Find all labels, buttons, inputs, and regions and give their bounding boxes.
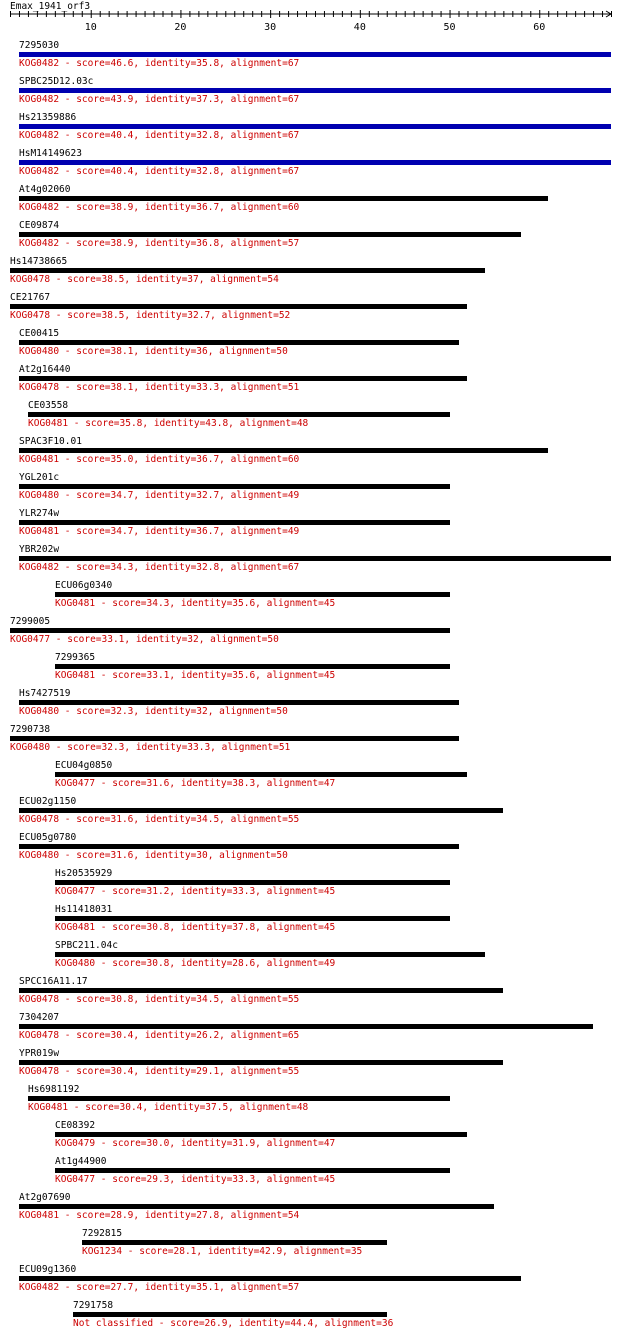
hit-alignment-bar[interactable] [19,484,450,489]
hit-name[interactable]: Hs6981192 [28,1084,80,1095]
hit-name[interactable]: Hs7427519 [19,688,71,699]
position-axis [0,0,620,36]
axis-tick-label: 60 [533,22,546,33]
hit-alignment-bar[interactable] [55,1168,450,1173]
hit-description: KOG0480 - score=31.6, identity=30, alignment=50 [19,850,288,861]
hit-alignment-bar[interactable] [55,916,450,921]
hit-alignment-bar[interactable] [19,808,503,813]
hit-alignment-bar[interactable] [55,664,450,669]
hit-description: KOG0482 - score=27.7, identity=35.1, alignment=57 [19,1282,300,1293]
axis-tick-label: 20 [174,22,187,33]
hit-alignment-bar[interactable] [55,880,450,885]
hit-name[interactable]: Hs20535929 [55,868,113,879]
hit-name[interactable]: 7304207 [19,1012,60,1023]
hit-name[interactable]: SPCC16A11.17 [19,976,88,987]
hit-description: KOG0481 - score=28.9, identity=27.8, alignment=54 [19,1210,300,1221]
hit-name[interactable]: ECU06g0340 [55,580,113,591]
hit-name[interactable]: YGL201c [19,472,60,483]
hit-description: KOG0480 - score=30.8, identity=28.6, alignment=49 [55,958,336,969]
hit-name[interactable]: CE09874 [19,220,60,231]
hit-alignment-bar[interactable] [19,1060,503,1065]
hit-alignment-bar[interactable] [19,448,548,453]
hit-name[interactable]: YPR019w [19,1048,60,1059]
hit-description: KOG0481 - score=35.8, identity=43.8, alignment=48 [28,418,309,429]
hit-description: Not classified - score=26.9, identity=44.4, alignment=36 [73,1318,394,1329]
hit-description: KOG0478 - score=31.6, identity=34.5, alignment=55 [19,814,300,825]
hit-alignment-bar[interactable] [55,1132,467,1137]
hit-description: KOG0482 - score=40.4, identity=32.8, alignment=67 [19,130,300,141]
hit-name[interactable]: Hs11418031 [55,904,113,915]
hit-name[interactable]: ECU05g0780 [19,832,77,843]
hit-description: KOG0477 - score=31.6, identity=38.3, alignment=47 [55,778,336,789]
hit-description: KOG0480 - score=38.1, identity=36, alignment=50 [19,346,288,357]
hit-alignment-bar[interactable] [19,124,611,129]
hit-name[interactable]: SPBC211.04c [55,940,118,951]
axis-tick-label: 50 [443,22,456,33]
hit-alignment-bar[interactable] [19,52,611,57]
hit-alignment-bar[interactable] [28,1096,450,1101]
hit-name[interactable]: Hs14738665 [10,256,68,267]
hit-name[interactable]: HsM14149623 [19,148,82,159]
hit-alignment-bar[interactable] [19,232,521,237]
hit-description: KOG0479 - score=30.0, identity=31.9, alignment=47 [55,1138,336,1149]
hit-description: KOG0482 - score=38.9, identity=36.8, alignment=57 [19,238,300,249]
hit-description: KOG0477 - score=31.2, identity=33.3, alignment=45 [55,886,336,897]
hit-name[interactable]: ECU09g1360 [19,1264,77,1275]
hit-name[interactable]: SPBC25D12.03c [19,76,94,87]
hit-name[interactable]: YBR202w [19,544,60,555]
hit-description: KOG0478 - score=30.4, identity=29.1, alignment=55 [19,1066,300,1077]
hit-name[interactable]: At2g07690 [19,1192,71,1203]
hit-description: KOG0481 - score=30.8, identity=37.8, alignment=45 [55,922,336,933]
hit-description: KOG0482 - score=46.6, identity=35.8, alignment=67 [19,58,300,69]
hit-name[interactable]: 7290738 [10,724,51,735]
hit-alignment-bar[interactable] [19,1024,593,1029]
hit-description: KOG0478 - score=38.5, identity=37, alignment=54 [10,274,279,285]
hit-alignment-bar[interactable] [19,988,503,993]
hit-name[interactable]: 7291758 [73,1300,114,1311]
hit-alignment-bar[interactable] [19,376,467,381]
hit-alignment-bar[interactable] [55,772,467,777]
hit-name[interactable]: At4g02060 [19,184,71,195]
hit-description: KOG1234 - score=28.1, identity=42.9, alignment=35 [82,1246,363,1257]
hit-alignment-bar[interactable] [19,520,450,525]
hit-description: KOG0478 - score=38.1, identity=33.3, alignment=51 [19,382,300,393]
hit-alignment-bar[interactable] [55,952,485,957]
hit-description: KOG0480 - score=32.3, identity=32, alignment=50 [19,706,288,717]
hit-name[interactable]: CE03558 [28,400,69,411]
hit-alignment-bar[interactable] [55,592,450,597]
axis-tick-label: 40 [353,22,366,33]
hit-name[interactable]: 7299005 [10,616,51,627]
hit-description: KOG0482 - score=34.3, identity=32.8, alignment=67 [19,562,300,573]
hit-alignment-bar[interactable] [19,340,459,345]
hit-alignment-bar[interactable] [82,1240,387,1245]
hit-name[interactable]: YLR274w [19,508,60,519]
hit-name[interactable]: 7292815 [82,1228,123,1239]
hit-name[interactable]: 7299365 [55,652,96,663]
hit-description: KOG0480 - score=32.3, identity=33.3, alignment=51 [10,742,291,753]
hit-alignment-bar[interactable] [19,160,611,165]
hit-alignment-bar[interactable] [19,700,459,705]
hit-alignment-bar[interactable] [19,556,611,561]
hit-description: KOG0478 - score=30.8, identity=34.5, alignment=55 [19,994,300,1005]
hit-alignment-bar[interactable] [19,88,611,93]
hit-alignment-bar[interactable] [10,628,450,633]
hit-description: KOG0477 - score=33.1, identity=32, alignment=50 [10,634,279,645]
hit-description: KOG0480 - score=34.7, identity=32.7, alignment=49 [19,490,300,501]
hit-alignment-bar[interactable] [10,304,467,309]
hit-alignment-bar[interactable] [19,1204,494,1209]
hit-description: KOG0481 - score=34.3, identity=35.6, alignment=45 [55,598,336,609]
hit-description: KOG0481 - score=30.4, identity=37.5, alignment=48 [28,1102,309,1113]
hit-alignment-bar[interactable] [19,844,459,849]
hit-name[interactable]: At1g44900 [55,1156,107,1167]
hit-name[interactable]: CE08392 [55,1120,96,1131]
hit-name[interactable]: 7295030 [19,40,60,51]
hit-name[interactable]: ECU02g1150 [19,796,77,807]
hit-name[interactable]: CE00415 [19,328,60,339]
hit-name[interactable]: ECU04g0850 [55,760,113,771]
axis-tick-label: 30 [264,22,277,33]
hit-description: KOG0482 - score=40.4, identity=32.8, alignment=67 [19,166,300,177]
hit-name[interactable]: CE21767 [10,292,51,303]
hit-name[interactable]: Hs21359886 [19,112,77,123]
hit-description: KOG0481 - score=34.7, identity=36.7, alignment=49 [19,526,300,537]
query-title: Emax_1941_orf3 [10,1,91,12]
hit-alignment-bar[interactable] [28,412,450,417]
hit-description: KOG0481 - score=33.1, identity=35.6, alignment=45 [55,670,336,681]
hit-alignment-bar[interactable] [10,736,459,741]
hit-description: KOG0478 - score=30.4, identity=26.2, alignment=65 [19,1030,300,1041]
hit-description: KOG0477 - score=29.3, identity=33.3, alignment=45 [55,1174,336,1185]
hit-alignment-bar[interactable] [19,196,548,201]
hit-alignment-bar[interactable] [10,268,485,273]
hit-name[interactable]: At2g16440 [19,364,71,375]
hit-description: KOG0482 - score=38.9, identity=36.7, alignment=60 [19,202,300,213]
hit-alignment-bar[interactable] [19,1276,521,1281]
hit-alignment-bar[interactable] [73,1312,387,1317]
hit-description: KOG0481 - score=35.0, identity=36.7, alignment=60 [19,454,300,465]
hit-name[interactable]: SPAC3F10.01 [19,436,82,447]
hit-description: KOG0478 - score=38.5, identity=32.7, alignment=52 [10,310,291,321]
hit-description: KOG0482 - score=43.9, identity=37.3, alignment=67 [19,94,300,105]
axis-tick-label: 10 [84,22,97,33]
